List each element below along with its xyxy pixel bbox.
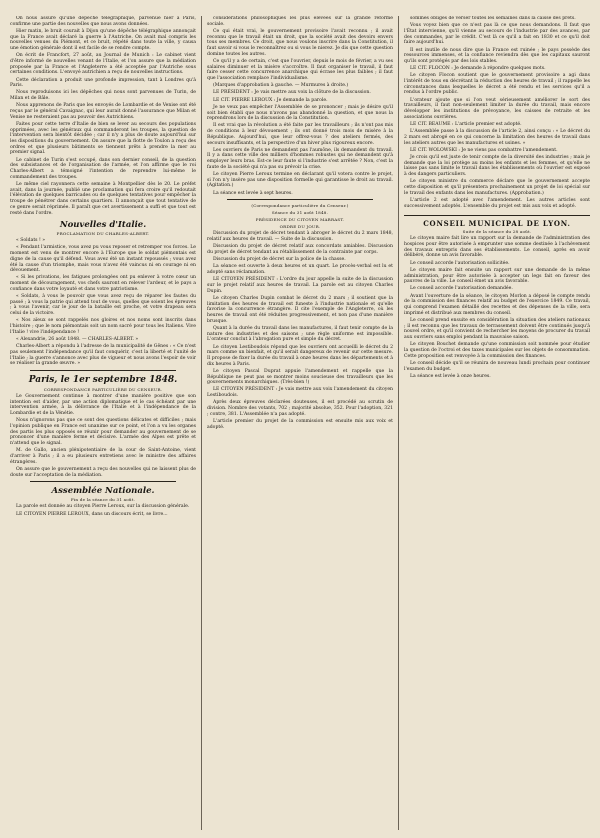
paragraph: La séance est levée à sept heures. xyxy=(213,190,293,196)
paragraph: Il est vrai que la révolution a été faite par les travailleurs ; ils n'ont pas mis de conditions à leur dévouement ; ils ont donné trois mois de misère à la République. Aujourd'hui, que leur offrez-vous ? des ateliers fermés, des secours insuffisants, et la perspective d'un hiver plus rigoureux encore. xyxy=(207,123,393,146)
divider xyxy=(30,481,176,482)
paragraph: Le citoyen Pierre Leroux termine en déclarant qu'il votera contre le projet, si l'on n'y insère pas une disposition formelle qui garantisse le droit au travail. (Agitation.) xyxy=(207,172,393,189)
paragraph: LE CITOYEN PRÉSIDENT : L'ordre du jour appelle la suite de la discussion sur le projet relatif aux heures de travail. La parole est au citoyen Charles Dupin. xyxy=(207,277,393,294)
paragraph: LE CIT. WOLOWSKI : Je ne viens pas combattre l'amendement. xyxy=(410,147,558,153)
paragraph: Quant à la durée du travail dans les manufactures, il faut tenir compte de la nature des industries et des saisons ; une règle uniforme est impossible. L'orateur conclut à l'abrogation pure et simple du décret. xyxy=(207,325,393,343)
divider xyxy=(30,370,176,371)
council-title: CONSEIL MUNICIPAL DE LYON. xyxy=(404,215,590,228)
paragraph: M. de Gallo, ancien plénipotentiaire de la cour de Saint-Antoine, vient d'arriver à Paris ; il a eu plusieurs entretiens avec le ministre des affaires étrangères. xyxy=(10,448,196,465)
paragraph: Le citoyen Lestiboudois répond que les ouvriers ont accueilli le décret du 2 mars comme un bienfait, et qu'il serait dangereux de revenir sur cette mesure. Il propose de fixer la durée du travail à onze heures dans les départements et à dix heures à Paris. xyxy=(207,344,393,367)
presidency-line: PRÉSIDENCE DU CITOYEN MARRAST. xyxy=(255,217,345,223)
paragraph: « Nos aïeux se sont rappelés nos gloires et nos noms sont inscrits dans l'histoire ; que le nom piémontais soit un nom sacré pour tous les Italiens. Vive l'Italie ! vive l'indépendance ! xyxy=(10,318,196,335)
paragraph: Hier matin, le bruit courait à Dijon qu'une dépêche télégraphique annonçait que la France avait déclaré la guerre à l'Autriche. On avait mal compris les nouvelles venues du Piémont, et ce bruit, répété dans toute la ville, y causa une émotion générale dont il est facile de se rendre compte. xyxy=(10,28,196,52)
paragraph: Il est inutile de nous dire que la France est ruinée ; le pays possède des ressources immenses, et la confiance reviendra dès que les capitaux sauront qu'ils sont protégés par des lois stables. xyxy=(404,47,590,64)
dateline-subtitle: CORRESPONDANCE PARTICULIÈRE DU CENSEUR. xyxy=(43,386,163,392)
paragraph: Les ouvriers de Paris ne demandent pas l'aumône, ils demandent du travail. Il y a dans cette ville des milliers d'hommes robustes qui ne demandent qu'à employer leurs bras. Est-ce leur faute si l'industrie s'est arrêtée ? Non, c'est la faute de la société qui n'a pas su prévoir la crise. xyxy=(207,147,393,170)
paragraph: « Si les privations, les fatigues prolongées ont pu enlever à votre cœur un moment de découragement, vos chefs sauront en relever l'ardeur, et le pays a confiance dans votre loyauté et dans votre patriotisme. xyxy=(10,275,196,292)
paragraph: L'orateur ajoute que si l'on veut sérieusement améliorer le sort des travailleurs, il faut non-seulement limiter la durée du travail, mais encore développer les institutions de prévoyance, les caisses de retraite et les associations ouvrières. xyxy=(404,97,590,120)
paragraph: Charles-Albert a répondu à l'adresse de la municipalité de Gênes : « Ce n'est pas seulement l'indépendance qu'il faut conquérir, c'est la liberté et l'unité de l'Italie ; la guerre s'annonce avec plus de vigueur et nous avons l'espoir de voir se réaliser la grande œuvre. » xyxy=(10,344,196,367)
paragraph: L'Assemblée passe à la discussion de l'article 2, ainsi conçu : « Le décret du 2 mars est abrogé en ce qui concerne la limitation des heures de travail dans les ateliers autres que les manufactures et usines. » xyxy=(404,129,590,146)
paragraph: Faites pour cette terre d'Italie de bien se lever au secours des populations opprimées, avec les généraux qui commanderont les troupes, la question de l'intervention sera bientôt décidée ; car il n'y a plus de doute aujourd'hui sur les dispositions du gouvernement. On assure que la flotte de Toulon a reçu des ordres et que plusieurs bâtiments se tiennent prêts à prendre la mer au premier signal. xyxy=(10,121,196,156)
agenda-heading: ORDRE DU JOUR. xyxy=(279,224,321,230)
paragraph: (Marques d'approbation à gauche. — Murmures à droite.) xyxy=(213,83,349,89)
paragraph: La parole est donnée au citoyen Pierre Leroux, sur la discussion générale. xyxy=(16,504,190,510)
paragraph: Cette déclaration a produit une profonde impression, tant à Londres qu'à Paris. xyxy=(10,77,196,89)
paragraph: LE CITOYEN PRÉSIDENT : Je vais mettre aux voix l'amendement du citoyen Lestiboudois. xyxy=(207,387,393,399)
paragraph: Ce qu'il y a de certain, c'est que l'ouvrier, depuis le mois de février, a vu ses salaires diminuer et la misère s'accroître. Il faut organiser le travail, il faut faire cesser cette concurrence anarchique qui écrase les plus faibles ; il faut que l'association remplace l'individualisme. xyxy=(207,58,393,82)
paragraph: Discussion du projet de décret sur la police de la chasse. xyxy=(213,257,346,263)
paragraph: LE CITOYEN PIERRE LEROUX, dans un discours écrit, se livre... xyxy=(16,511,168,517)
paragraph: Nous n'ignorons pas que ce sont des questions délicates et difficiles ; mais l'opinion publique en France est unanime sur ce point, et l'on a vu les organes des partis les plus opposés se réunir pour demander au gouvernement de se prononcer d'une manière ferme et décisive. L'armée des Alpes est prête et n'attend que le signal. xyxy=(10,418,196,447)
paragraph: Le citoyen ministre du commerce déclare que le gouvernement accepte cette disposition et qu'il présentera prochainement un projet de loi spécial sur le travail des enfants dans les manufactures. (Approbation.) xyxy=(404,179,590,196)
correspondence-heading: (Correspondance particulière du Censeur.) xyxy=(251,203,349,209)
paragraph: Avant l'ouverture de la séance, le citoyen Morlon a déposé le compte rendu de la commission des finances relatif au budget de l'exercice 1849. Ce travail, qui comprend l'examen détaillé des recettes et des dépenses de la ville, sera imprimé et distribué aux membres du conseil. xyxy=(404,293,590,316)
paragraph: LE CIT. FLOCON : Je demande à répondre quelques mots. xyxy=(410,66,546,72)
paragraph: Le conseil décide qu'il se réunira de nouveau lundi prochain pour continuer l'examen du budget. xyxy=(404,360,590,372)
paragraph: Après deux épreuves déclarées douteuses, il est procédé au scrutin de division. Nombre des votants, 702 ; majorité absolue, 352. Pour l'adoption, 321 ; contre, 381. L'Assemblée n'a pas adopté. xyxy=(207,400,393,417)
paragraph: Ce qui était vrai, le gouvernement provisoire l'avait reconnu ; il avait reconnu que le travail était un droit, que la société avait des devoirs envers tous ses membres. Ce droit, que nous voulons inscrire dans la Constitution, il faut savoir si vous le reconnaîtrez ou si vous le nierez. Je dis que cette question domine toutes les autres. xyxy=(207,28,393,57)
paragraph: On nous assure qu'une dépêche télégraphique, parvenue hier à Paris, confirme une partie des nouvelles que nous avons données. xyxy=(10,16,196,27)
paragraph: Vous voyez bien que ce n'est pas là ce que nous demandons. Il faut que l'État intervienne, qu'il vienne au secours de l'industrie par des avances, par des commandes, par le crédit. C'est là ce qu'il a fait en 1830 et ce qu'il doit faire aujourd'hui. xyxy=(404,23,590,46)
paragraph: Le citoyen Charles Dupin combat le décret du 2 mars ; il soutient que la limitation des heures de travail est funeste à l'industrie nationale et qu'elle favorise la concurrence étrangère. Il cite l'exemple de l'Angleterre, où les heures de travail ont été réduites progressivement, et non pas d'une manière brusque. xyxy=(207,295,393,324)
paragraph: Le citoyen maire fait lire un rapport sur la demande de l'administration des hospices pour être autorisée à emprunter une somme destinée à l'achèvement des travaux entrepris dans ses établissements. Le conseil, après en avoir délibéré, donne un avis favorable. xyxy=(404,236,590,259)
paragraph: On assure que le gouvernement a reçu des nouvelles qui ne laissent plus de doute sur l'acceptation de la médiation. xyxy=(10,466,196,478)
paragraph: Le citoyen maire fait ensuite un rapport sur une demande de la même administration, pour être autorisée à accepter un legs fait en faveur des pauvres de la ville. Le conseil émet un avis favorable. xyxy=(404,267,590,285)
paragraph: LE CIT. PIERRE LEROUX : Je demande la parole. xyxy=(213,97,328,103)
column-3 xyxy=(398,16,590,830)
assembly-subtitle: Fin de la séance du 31 août. xyxy=(70,497,136,503)
paragraph: Le même ciel rayonnera cette semaine à Montpellier dès le 20. Le préfet avait, dans la journée, publié une proclamation qui fera croire qu'il redoutait l'élévation de quelques barricades ou de quelques tentatives pour empêcher la troupe de pénétrer dans certains quartiers. Il annonçait que tout tentative de ce genre serait réprimée. Il paraît que cet avertissement a suffi et que tout est resté dans l'ordre. xyxy=(10,181,196,216)
paragraph: L'article premier du projet de la commission est ensuite mis aux voix et adopté. xyxy=(207,418,393,430)
paragraph: considérations philosophiques les plus élevées sur la grande réforme sociale. xyxy=(207,16,393,27)
paragraph: Le conseil accorde l'autorisation demandée. xyxy=(410,286,513,292)
paragraph: « Soldats, à vous le pouvoir que vous avez reçu de réparer les fautes du passé ; à vous la patrie qui attend tout de vous, quelles que soient les épreuves ; à vous l'avenir, car le jour de la bataille est proche, et votre drapeau sera celui de la victoire. xyxy=(10,294,196,317)
column-2 xyxy=(201,16,393,830)
paragraph: La séance est ouverte à deux heures et un quart. Le procès-verbal est lu et adopté sans réclamation. xyxy=(207,264,393,276)
council-subtitle: Suite de la séance du 28 août. xyxy=(462,229,532,235)
divider xyxy=(227,199,373,200)
paragraph: Le cabinet de Turin s'est occupé, dans son dernier conseil, de la question des subsistances et de l'organisation de l'armée, et l'on affirme que le roi Charles-Albert a témoigné l'intention de reprendre lui-même le commandement des troupes. xyxy=(10,157,196,180)
paragraph: Le citoyen Bouchet demande qu'une commission soit nommée pour étudier la question de l'octroi et des taxes municipales sur les objets de consommation. Cette proposition est renvoyée à la commission des finances. xyxy=(404,342,590,359)
paragraph: « Pendant l'armistice, vous avez pu vous reposer et retremper vos forces. Le moment est venu de montrer encore à l'Europe que le soldat piémontais est digne de la cause qu'il défend. Vous avez été un instant repoussés ; vous avez été la cause d'un triomphe, mais vous n'avez été vaincus ni en courage ni en dévouement. xyxy=(10,245,196,274)
paragraph: La séance est levée à onze heures. xyxy=(410,373,491,379)
paragraph: Le citoyen Pascal Duprat appuie l'amendement et rappelle que la République ne peut pas se montrer moins soucieuse des travailleurs que les gouvernements monarchiques. (Très-bien !) xyxy=(207,368,393,386)
paragraph: Je crois qu'il est juste de tenir compte de la diversité des industries ; mais je demande que la loi protège au moins les enfants et les femmes, et qu'elle ne laisse pas sans limite le travail dans les établissements où l'ouvrier est exposé à des dangers particuliers. xyxy=(404,154,590,178)
section-title: Nouvelles d'Italie. xyxy=(59,220,147,231)
paragraph: Le conseil accorde l'autorisation sollicitée. xyxy=(410,260,510,266)
paragraph: Le citoyen Flocon soutient que le gouvernement provisoire a agi dans l'intérêt de tous en décrétant la réduction des heures de travail ; il rappelle les circonstances dans lesquelles le décret a été rendu et les services qu'il a rendus à l'ordre public. xyxy=(404,73,590,96)
paragraph: L'article 2 est adopté avec l'amendement. Les autres articles sont successivement adoptés. L'ensemble du projet est mis aux voix et adopté. xyxy=(404,197,590,209)
assembly-title: Assemblée Nationale. xyxy=(51,486,155,497)
paragraph: Je ne veux pas empêcher l'Assemblée de se prononcer ; mais je désire qu'il soit bien établi que nous n'avons pas abandonné la question, et que nous la reprendrons lors de la discussion de la Constitution. xyxy=(207,104,393,122)
dateline-heading: Paris, le 1er septembre 1848. xyxy=(28,374,178,385)
paragraph: LE PRÉSIDENT : Je vais mettre aux voix la clôture de la discussion. xyxy=(213,90,371,96)
column-1 xyxy=(10,16,196,830)
paragraph: « Alexandrie, 26 août 1848. — CHARLES-ALBERT. » xyxy=(16,336,139,342)
paragraph: « Soldats ! » xyxy=(16,238,46,244)
paragraph: On écrit de Francfort, 27 août, au Journal de Munich : Le cabinet vient d'être informé de nouvelles venant de l'Italie, et l'on assure que la médiation proposée par la France et l'Angleterre a été acceptée par l'Autriche sous certaines conditions. L'envoyé autrichien a reçu de nouvelles instructions. xyxy=(10,53,196,76)
session-date: Séance du 31 août 1848. xyxy=(271,210,329,216)
paragraph: Discussion du projet de décret relatif aux concordats amiables. Discussion du projet de décret tendant au rétablissement de la contrainte par corps. xyxy=(207,244,393,255)
paragraph: LE CIT. BEAUME : L'article premier est adopté. xyxy=(410,121,522,127)
section-subtitle: PROCLAMATION DU CHARLES-ALBERT. xyxy=(56,231,150,237)
paragraph: Le Gouvernement continue à montrer d'une manière positive que son intention est d'aider, par une action diplomatique et le cas échéant par une intervention armée, à la délivrance de l'Italie et à l'indépendance de la Lombardie et de la Vénétie. xyxy=(10,393,196,417)
paragraph: Nous apprenons de Paris que les envoyés de Lombardie et de Venise ont été reçus par le général Cavaignac, qui leur aurait donné l'assurance que Milan et Venise ne resteraient pas au pouvoir des Autrichiens. xyxy=(10,103,196,120)
paragraph: Nous reproduisons ici les dépêches qui nous sont parvenues de Turin, de Milan et de Bâle. xyxy=(10,90,196,102)
paragraph: Discussion du projet de décret tendant à abroger le décret du 2 mars 1848, relatif aux heures de travail. — Suite de la discussion. xyxy=(207,231,393,243)
paragraph: sommes obligés de verser toutes les semaines dans la caisse des prêts. xyxy=(410,16,576,21)
paragraph: Le conseil prend ensuite en considération la situation des ateliers nationaux ; il est reconnu que les travaux de terrassement doivent être continués jusqu'à nouvel ordre, et qu'il convient de rechercher les moyens de procurer du travail aux ouvriers sans emploi pendant la mauvaise saison. xyxy=(404,317,590,341)
